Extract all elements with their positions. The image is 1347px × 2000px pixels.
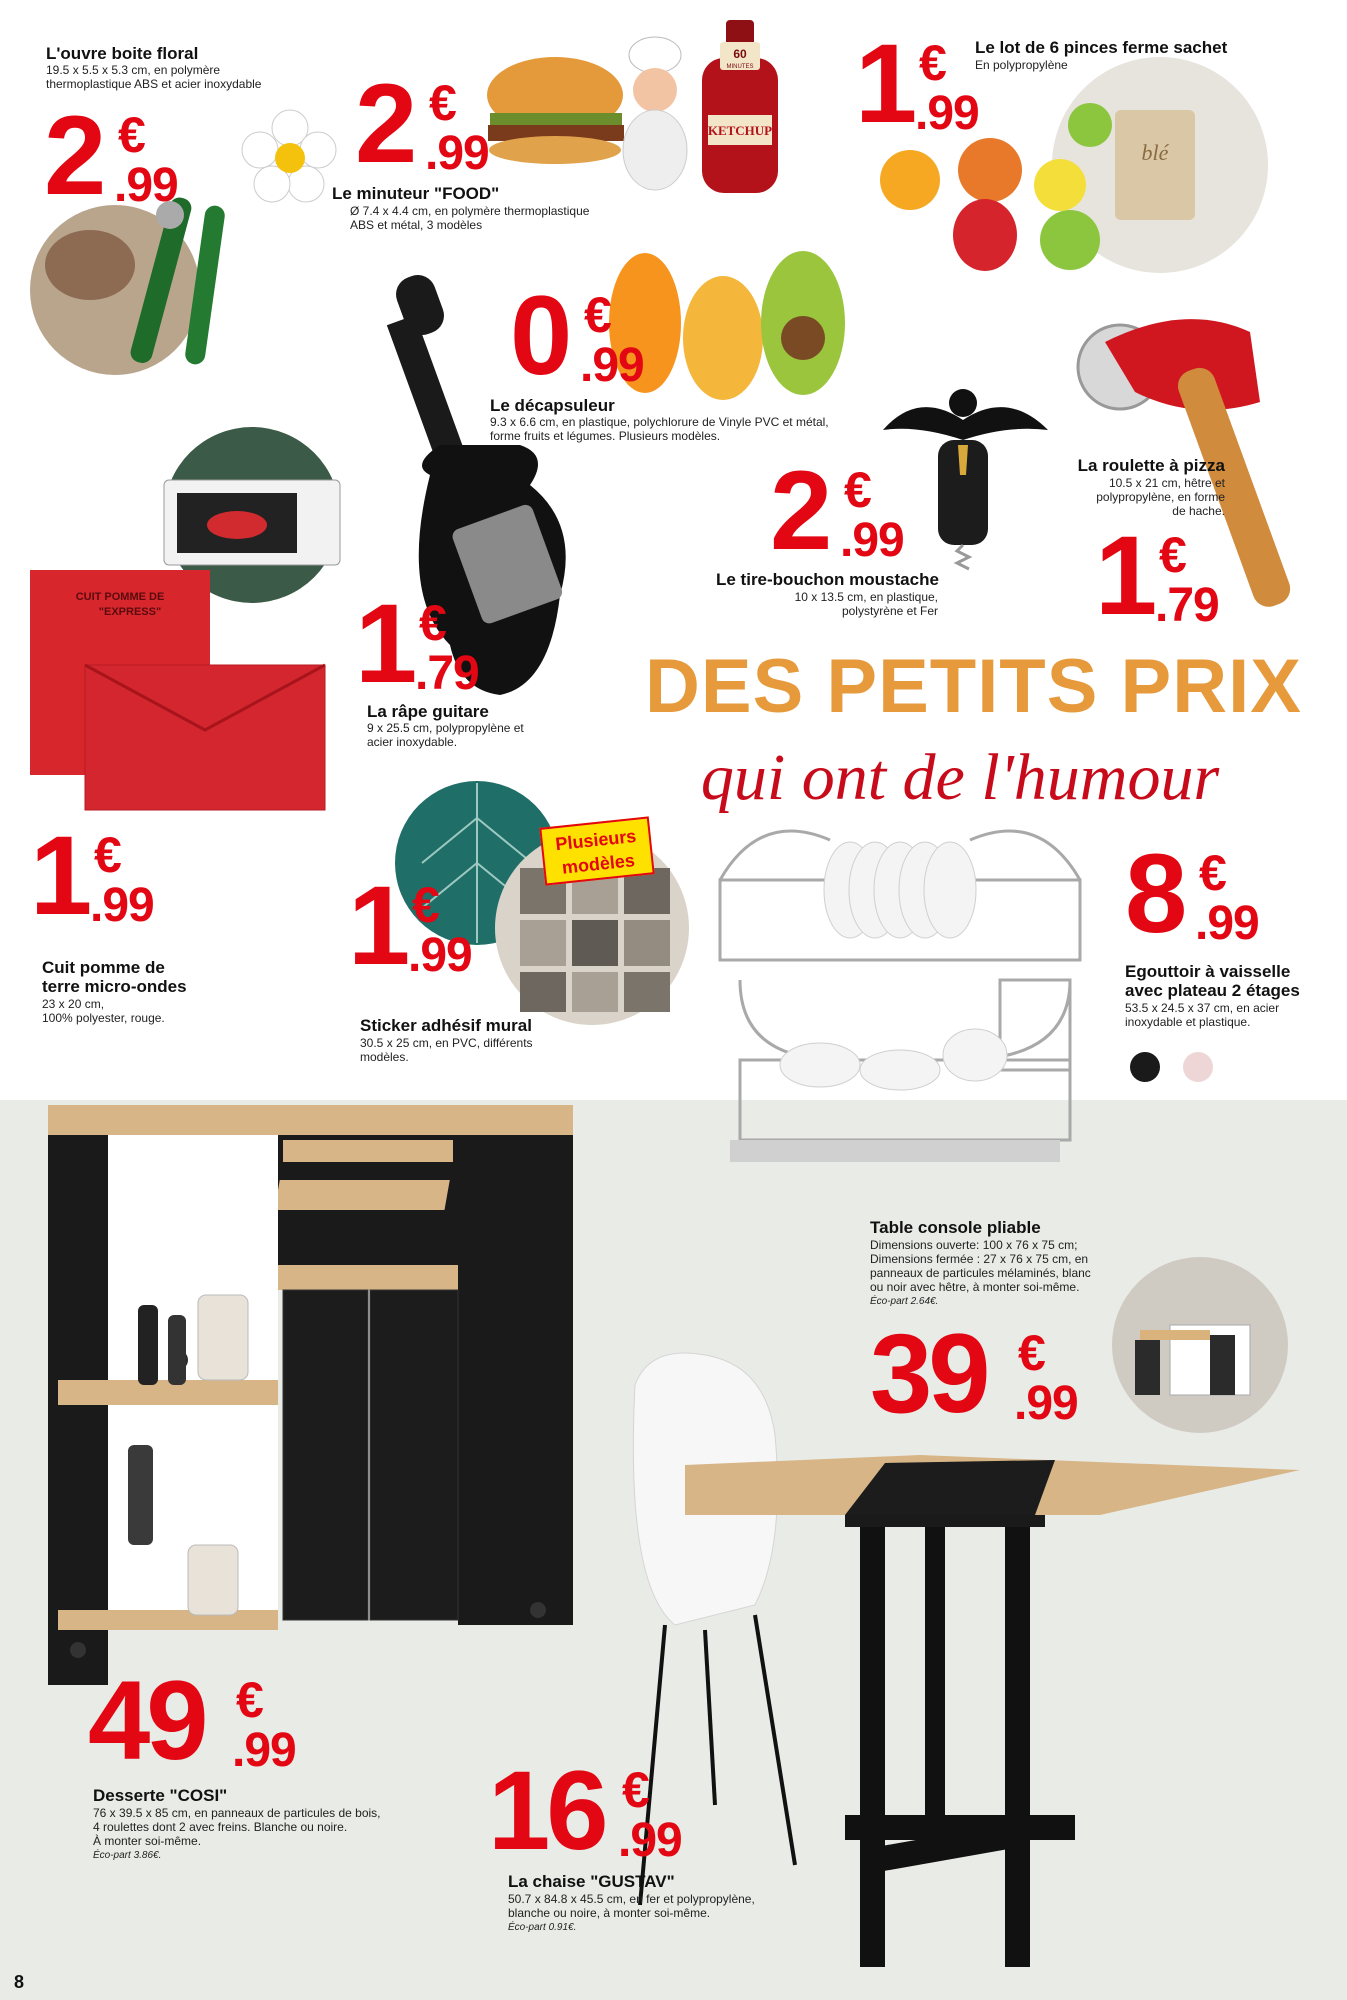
euro-symbol: € bbox=[236, 1672, 264, 1728]
cuit-pomme-price bbox=[30, 813, 170, 940]
pinces-desc-1: En polypropylène bbox=[975, 58, 1068, 72]
slogan-line-1: DES PETITS PRIX bbox=[645, 644, 1302, 729]
price-integer: 49 bbox=[88, 1658, 205, 1783]
price-cents: .99 bbox=[1195, 897, 1259, 950]
slogan-line-2: qui ont de l'humour bbox=[700, 741, 1220, 814]
price-cents: .99 bbox=[425, 127, 489, 180]
price-integer: 2 bbox=[44, 93, 103, 218]
egouttoir-price bbox=[1125, 831, 1265, 958]
price-integer: 39 bbox=[870, 1311, 987, 1436]
sticker-desc-2: modèles. bbox=[360, 1050, 409, 1064]
egouttoir-name-2: avec plateau 2 étages bbox=[1125, 981, 1300, 1000]
ouvre-boite-price bbox=[44, 93, 214, 220]
euro-symbol: € bbox=[94, 827, 122, 883]
table-desc-3: panneaux de particules mélaminés, blanc bbox=[870, 1266, 1091, 1280]
price-cents: .99 bbox=[232, 1724, 296, 1777]
bag-label-2: "EXPRESS" bbox=[98, 606, 162, 618]
table-desc-2: Dimensions fermée : 27 x 76 x 75 cm, en bbox=[870, 1252, 1089, 1266]
bottle-label: KETCHUP bbox=[707, 123, 773, 138]
euro-symbol: € bbox=[1159, 527, 1187, 583]
price-cents: .99 bbox=[580, 339, 644, 392]
table-chaise-image bbox=[615, 1345, 1315, 1985]
badge-line-1: Plusieurs bbox=[554, 825, 638, 855]
price-cents: .99 bbox=[408, 929, 472, 982]
euro-symbol: € bbox=[412, 877, 440, 933]
minuteur-name: Le minuteur "FOOD" bbox=[332, 184, 500, 203]
egouttoir-desc-1: 53.5 x 24.5 x 37 cm, en acier bbox=[1125, 1001, 1280, 1015]
euro-symbol: € bbox=[118, 107, 146, 163]
rape-name: La râpe guitare bbox=[367, 702, 489, 721]
tire-bouchon-name: Le tire-bouchon moustache bbox=[716, 570, 939, 589]
sticker-price bbox=[348, 863, 488, 990]
chef-timer-image bbox=[615, 35, 695, 195]
table-name: Table console pliable bbox=[870, 1218, 1041, 1237]
desserte-eco: Éco-part 3.86€. bbox=[93, 1850, 162, 1861]
decapsuleur-desc-1: 9.3 x 6.6 cm, en plastique, polychlorure de Vinyle PVC et métal, bbox=[490, 415, 829, 429]
cuit-pomme-image bbox=[25, 570, 345, 810]
euro-symbol: € bbox=[1018, 1325, 1046, 1381]
euro-symbol: € bbox=[844, 462, 872, 518]
desserte-desc-3: À monter soi-même. bbox=[93, 1834, 202, 1848]
color-swatch-black[interactable] bbox=[1130, 1052, 1160, 1082]
rape-desc-1: 9 x 25.5 cm, polypropylène et bbox=[367, 721, 524, 735]
bag-label-1: CUIT POMME DE bbox=[75, 591, 165, 603]
price-integer: 0 bbox=[510, 273, 569, 398]
egouttoir-desc-2: inoxydable et plastique. bbox=[1125, 1015, 1251, 1029]
bottle-number: 60 bbox=[733, 47, 747, 61]
pinces-name: Le lot de 6 pinces ferme sachet bbox=[975, 38, 1228, 57]
roulette-desc-3: de hache. bbox=[1172, 504, 1225, 518]
sticker-desc-1: 30.5 x 25 cm, en PVC, différents bbox=[360, 1036, 533, 1050]
euro-symbol: € bbox=[622, 1762, 650, 1818]
flower-icon bbox=[240, 108, 340, 208]
euro-symbol: € bbox=[419, 595, 447, 651]
price-cents: .79 bbox=[1155, 579, 1219, 632]
price-cents: .99 bbox=[915, 87, 979, 140]
chaise-price bbox=[488, 1748, 738, 1875]
euro-symbol: € bbox=[1199, 845, 1227, 901]
table-eco: Éco-part 2.64€. bbox=[870, 1296, 939, 1307]
price-cents: .79 bbox=[415, 647, 479, 700]
minuteur-desc-1: Ø 7.4 x 4.4 cm, en polymère thermoplastique bbox=[350, 204, 590, 218]
roulette-desc-1: 10.5 x 21 cm, hêtre et bbox=[1108, 476, 1225, 490]
price-integer: 1 bbox=[1095, 513, 1154, 638]
badge-line-2: modèles bbox=[560, 850, 636, 878]
color-swatch-pink[interactable] bbox=[1183, 1052, 1213, 1082]
price-cents: .99 bbox=[114, 159, 178, 212]
price-integer: 2 bbox=[770, 448, 829, 573]
egouttoir-image bbox=[700, 820, 1100, 1180]
roulette-name: La roulette à pizza bbox=[1077, 456, 1225, 475]
price-integer: 1 bbox=[355, 581, 414, 706]
desserte-desc-1: 76 x 39.5 x 85 cm, en panneaux de particules de bois, bbox=[93, 1806, 381, 1820]
egouttoir-name-1: Egouttoir à vaisselle bbox=[1125, 962, 1291, 981]
rape-price bbox=[355, 581, 495, 708]
price-integer: 1 bbox=[30, 813, 89, 938]
cuit-pomme-desc-1: 23 x 20 cm, bbox=[42, 997, 105, 1011]
ketchup-timer-image bbox=[690, 20, 790, 195]
price-cents: .99 bbox=[618, 1814, 682, 1867]
desserte-desc-2: 4 roulettes dont 2 avec freins. Blanche ou noire. bbox=[93, 1820, 348, 1834]
price-integer: 1 bbox=[855, 21, 914, 146]
chaise-desc-1: 50.7 x 84.8 x 45.5 cm, en fer et polypropylène, bbox=[508, 1892, 755, 1906]
ouvre-boite-desc-2: thermoplastique ABS et acier inoxydable bbox=[46, 77, 262, 91]
decapsuleur-desc-2: forme fruits et légumes. Plusieurs modèles. bbox=[490, 429, 721, 443]
euro-symbol: € bbox=[584, 287, 612, 343]
table-desc-1: Dimensions ouverte: 100 x 76 x 75 cm; bbox=[870, 1238, 1078, 1252]
price-cents: .99 bbox=[840, 514, 904, 567]
rape-desc-2: acier inoxydable. bbox=[367, 735, 458, 749]
chaise-eco: Éco-part 0.91€. bbox=[508, 1922, 577, 1933]
price-integer: 8 bbox=[1125, 831, 1184, 956]
price-cents: .99 bbox=[1014, 1377, 1078, 1430]
roulette-desc-2: polypropylène, en forme bbox=[1096, 490, 1225, 504]
minuteur-price bbox=[355, 61, 505, 188]
bottle-sub: MINUTES bbox=[726, 64, 754, 70]
pinces-image bbox=[860, 65, 1280, 280]
chaise-desc-2: blanche ou noire, à monter soi-même. bbox=[508, 1906, 711, 1920]
tire-bouchon-desc-1: 10 x 13.5 cm, en plastique, bbox=[794, 590, 938, 604]
roulette-price bbox=[1095, 513, 1245, 640]
ouvre-boite-desc-1: 19.5 x 5.5 x 5.3 cm, en polymère bbox=[46, 63, 221, 77]
price-integer: 16 bbox=[488, 1748, 605, 1873]
ouvre-boite-name: L'ouvre boite floral bbox=[46, 44, 199, 63]
tire-bouchon-price bbox=[770, 448, 920, 575]
cuit-pomme-name-1: Cuit pomme de bbox=[42, 958, 165, 977]
tire-bouchon-desc-2: polystyrène et Fer bbox=[841, 604, 938, 618]
chaise-name: La chaise "GUSTAV" bbox=[508, 1872, 675, 1891]
table-desc-4: ou noir avec hêtre, à monter soi-même. bbox=[870, 1280, 1080, 1294]
euro-symbol: € bbox=[429, 75, 457, 131]
bag-text: blé bbox=[1141, 140, 1169, 165]
sticker-name: Sticker adhésif mural bbox=[360, 1016, 532, 1035]
desserte-price bbox=[88, 1658, 338, 1785]
cuit-pomme-name-2: terre micro-ondes bbox=[42, 977, 187, 996]
decapsuleur-name: Le décapsuleur bbox=[490, 396, 615, 415]
euro-symbol: € bbox=[919, 35, 947, 91]
desserte-image bbox=[48, 1105, 648, 1705]
desserte-name: Desserte "COSI" bbox=[93, 1786, 228, 1805]
price-cents: .99 bbox=[90, 879, 154, 932]
cuit-pomme-desc-2: 100% polyester, rouge. bbox=[42, 1011, 165, 1025]
price-integer: 1 bbox=[348, 863, 407, 988]
page-number: 8 bbox=[14, 1972, 25, 1992]
price-integer: 2 bbox=[355, 61, 414, 186]
plusieurs-modeles-badge bbox=[539, 816, 654, 885]
minuteur-desc-2: ABS et métal, 3 modèles bbox=[350, 218, 483, 232]
